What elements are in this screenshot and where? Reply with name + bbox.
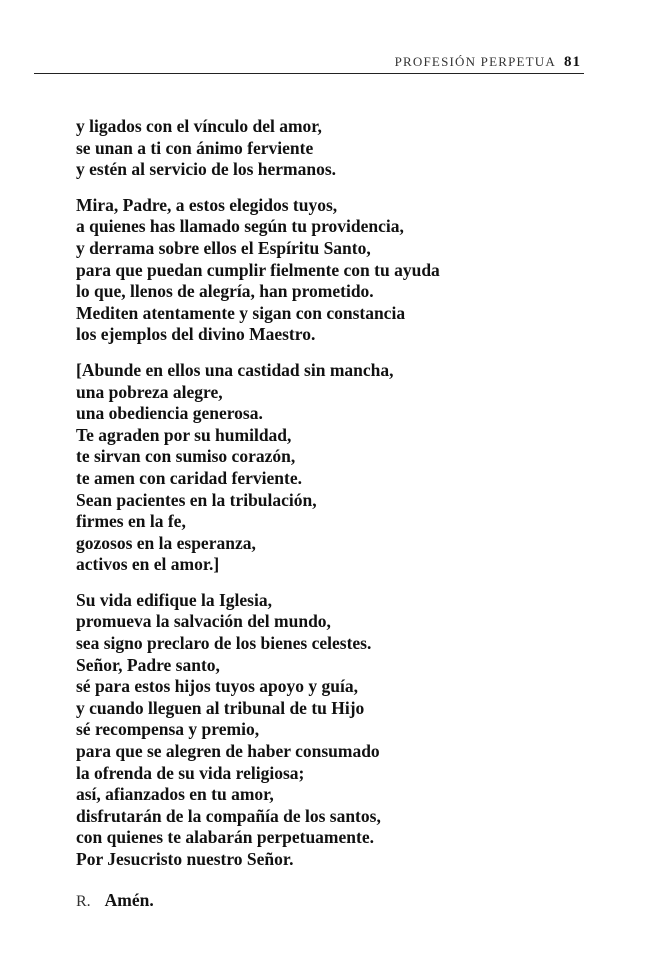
stanza <box>76 195 616 346</box>
page-number: 81 <box>564 54 581 70</box>
stanza <box>76 590 616 871</box>
verse-line: y derrama sobre ellos el Espíritu Santo, <box>76 237 371 258</box>
verse-line: a quienes has llamado según tu providencia, <box>76 216 404 237</box>
verse-line: para que puedan cumplir fielmente con tu ayuda <box>76 259 440 280</box>
response-text: Amén. <box>104 890 154 910</box>
verse-line: y ligados con el vínculo del amor, <box>76 116 322 136</box>
verse-line: la ofrenda de su vida religiosa; <box>76 762 305 783</box>
header-rule <box>34 73 584 74</box>
verse-line: Señor, Padre santo, <box>76 654 220 675</box>
verse-line: lo que, llenos de alegría, han prometido. <box>76 281 374 302</box>
response-line <box>76 890 154 913</box>
verse-line: se unan a ti con ánimo ferviente <box>76 137 314 158</box>
running-title: PROFESIÓN PERPETUA <box>394 54 556 69</box>
verse-line: activos en el amor.] <box>76 554 220 575</box>
verse-line: Mira, Padre, a estos elegidos tuyos, <box>76 194 338 215</box>
prayer-text <box>76 116 616 885</box>
stanza <box>76 116 616 181</box>
verse-line: los ejemplos del divino Maestro. <box>76 324 316 345</box>
verse-line: gozosos en la esperanza, <box>76 532 256 553</box>
verse-line: te amen con caridad ferviente. <box>76 467 302 488</box>
stanza <box>76 360 616 576</box>
verse-line: y cuando lleguen al tribunal de tu Hijo <box>76 697 365 718</box>
verse-line: Por Jesucristo nuestro Señor. <box>76 849 294 869</box>
verse-line: promueva la salvación del mundo, <box>76 611 331 632</box>
verse-line: sé para estos hijos tuyos apoyo y guía, <box>76 676 358 697</box>
verse-line: Mediten atentamente y sigan con constancia <box>76 302 406 323</box>
verse-line: sé recompensa y premio, <box>76 719 260 740</box>
verse-line: disfrutarán de la compañía de los santos, <box>76 805 381 826</box>
verse-line: Su vida edifique la Iglesia, <box>76 589 272 610</box>
running-header <box>395 54 581 71</box>
verse-line: para que se alegren de haber consumado <box>76 741 380 762</box>
verse-line: Sean pacientes en la tribulación, <box>76 489 317 510</box>
verse-line: Te agraden por su humildad, <box>76 424 292 445</box>
verse-line: y estén al servicio de los hermanos. <box>76 159 337 180</box>
verse-line: una pobreza alegre, <box>76 381 223 402</box>
verse-line: [Abunde en ellos una castidad sin mancha, <box>76 359 394 380</box>
verse-line: así, afianzados en tu amor, <box>76 784 274 805</box>
verse-line: te sirvan con sumiso corazón, <box>76 446 296 467</box>
verse-line: sea signo preclaro de los bienes celestes. <box>76 633 372 654</box>
verse-line: firmes en la fe, <box>76 511 186 532</box>
verse-line: con quienes te alabarán perpetuamente. <box>76 827 374 848</box>
verse-line: una obediencia generosa. <box>76 403 263 424</box>
response-marker: R. <box>76 893 91 910</box>
